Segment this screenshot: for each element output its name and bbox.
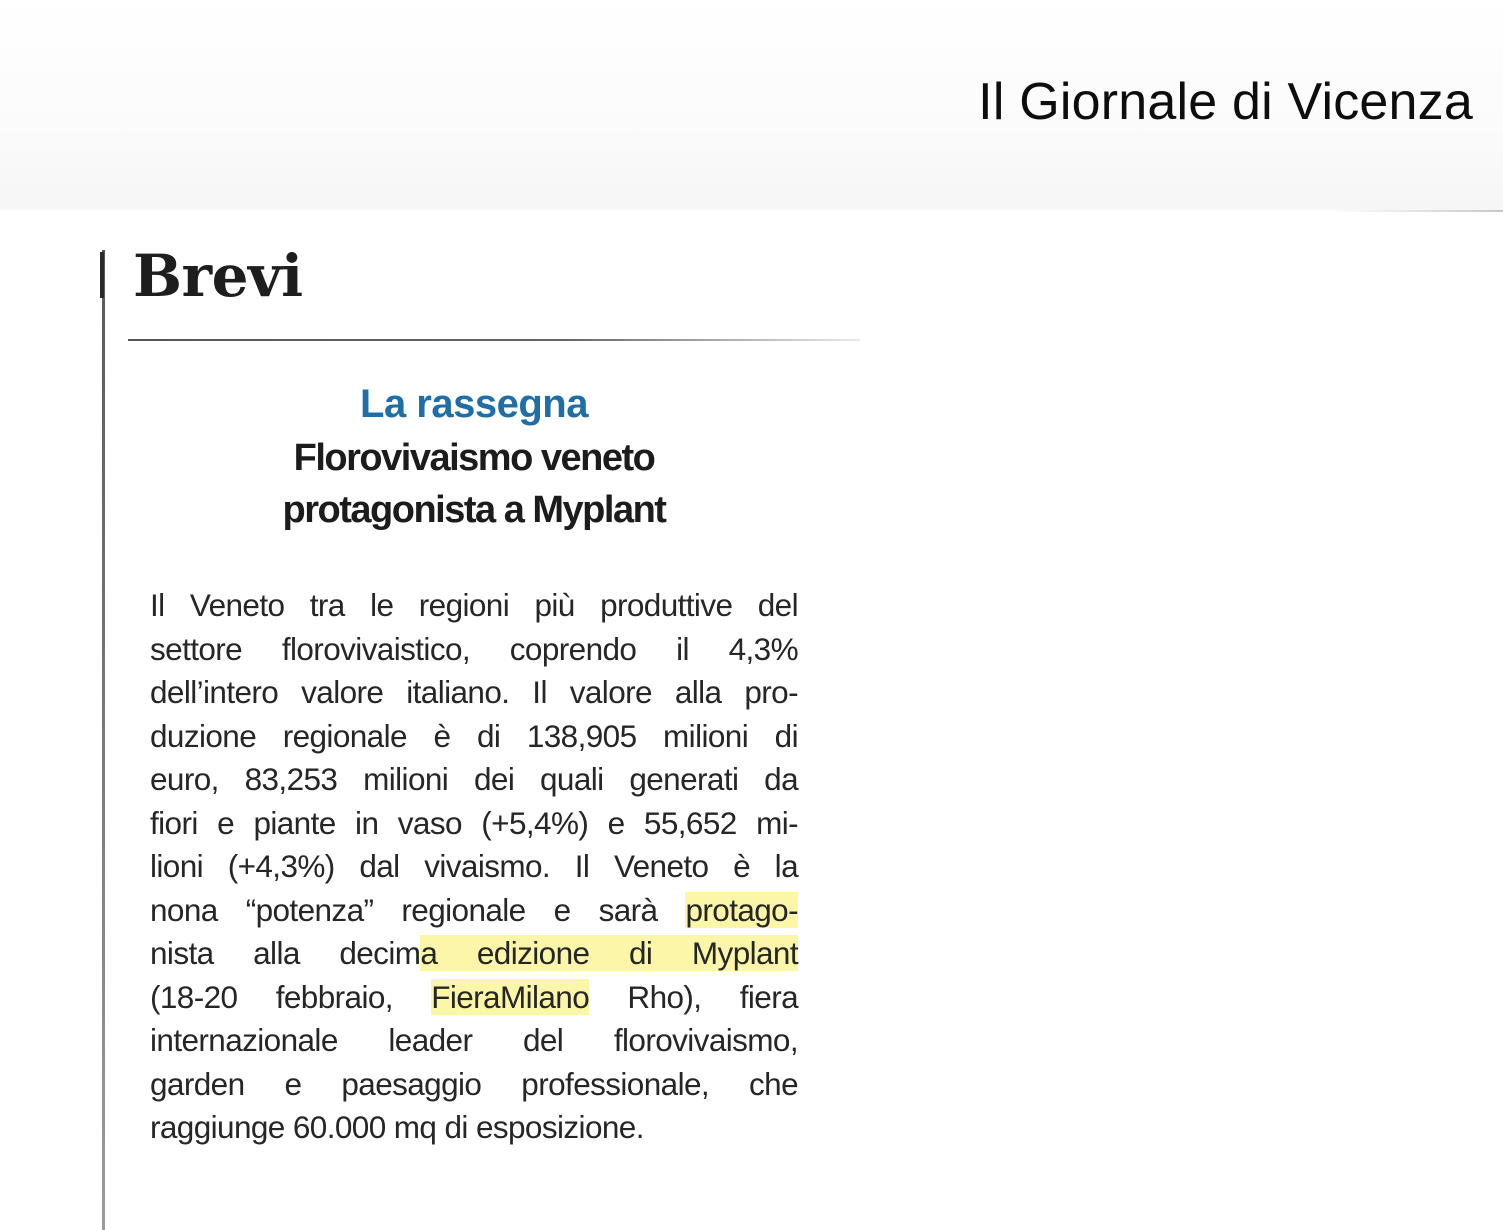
column-rule-tick (100, 252, 104, 298)
headline-line: protagonista a Myplant (282, 489, 666, 531)
highlighter-mark: a edizione di Myplant (420, 935, 798, 971)
highlighter-mark: FieraMilano (431, 978, 590, 1015)
article-body (150, 584, 798, 1150)
scan-edge-line (1330, 210, 1503, 212)
newspaper-name: Il Giornale di Vicenza (978, 73, 1473, 131)
body-line-highlighted: nona “potenza” regionale e sarà protago- (150, 891, 798, 928)
body-line: internazionale leader del florovivaismo, (150, 1022, 798, 1058)
section-divider (128, 339, 860, 341)
body-line: euro, 83,253 milioni dei quali generati da (150, 761, 798, 797)
body-line-highlighted: nista alla decima edizione di Myplant (150, 935, 798, 971)
headline-line: Florovivaismo veneto (293, 437, 655, 479)
body-line: fiori e piante in vaso (+5,4%) e 55,652 mi- (150, 804, 798, 841)
body-line: Il Veneto tra le regioni più produttive del (150, 587, 798, 623)
column-rule (102, 250, 105, 1230)
body-line: raggiunge 60.000 mq di esposizione. (150, 1109, 644, 1145)
section-title: Brevi (133, 242, 303, 310)
article-headline (150, 432, 798, 536)
body-line: dell’intero valore italiano. Il valore alla pro- (150, 674, 798, 710)
article-kicker: La rassegna (360, 382, 588, 426)
body-line: duzione regionale è di 138,905 milioni di (150, 717, 798, 754)
article (150, 378, 798, 1150)
body-line: garden e paesaggio professionale, che (150, 1065, 798, 1102)
body-line: settore florovivaistico, coprendo il 4,3% (150, 630, 798, 667)
body-line: lioni (+4,3%) dal vivaismo. Il Veneto è la (150, 848, 798, 884)
highlighter-mark: protago- (685, 891, 798, 928)
body-line-highlighted: (18-20 febbraio, FieraMilano Rho), fiera (150, 978, 798, 1015)
